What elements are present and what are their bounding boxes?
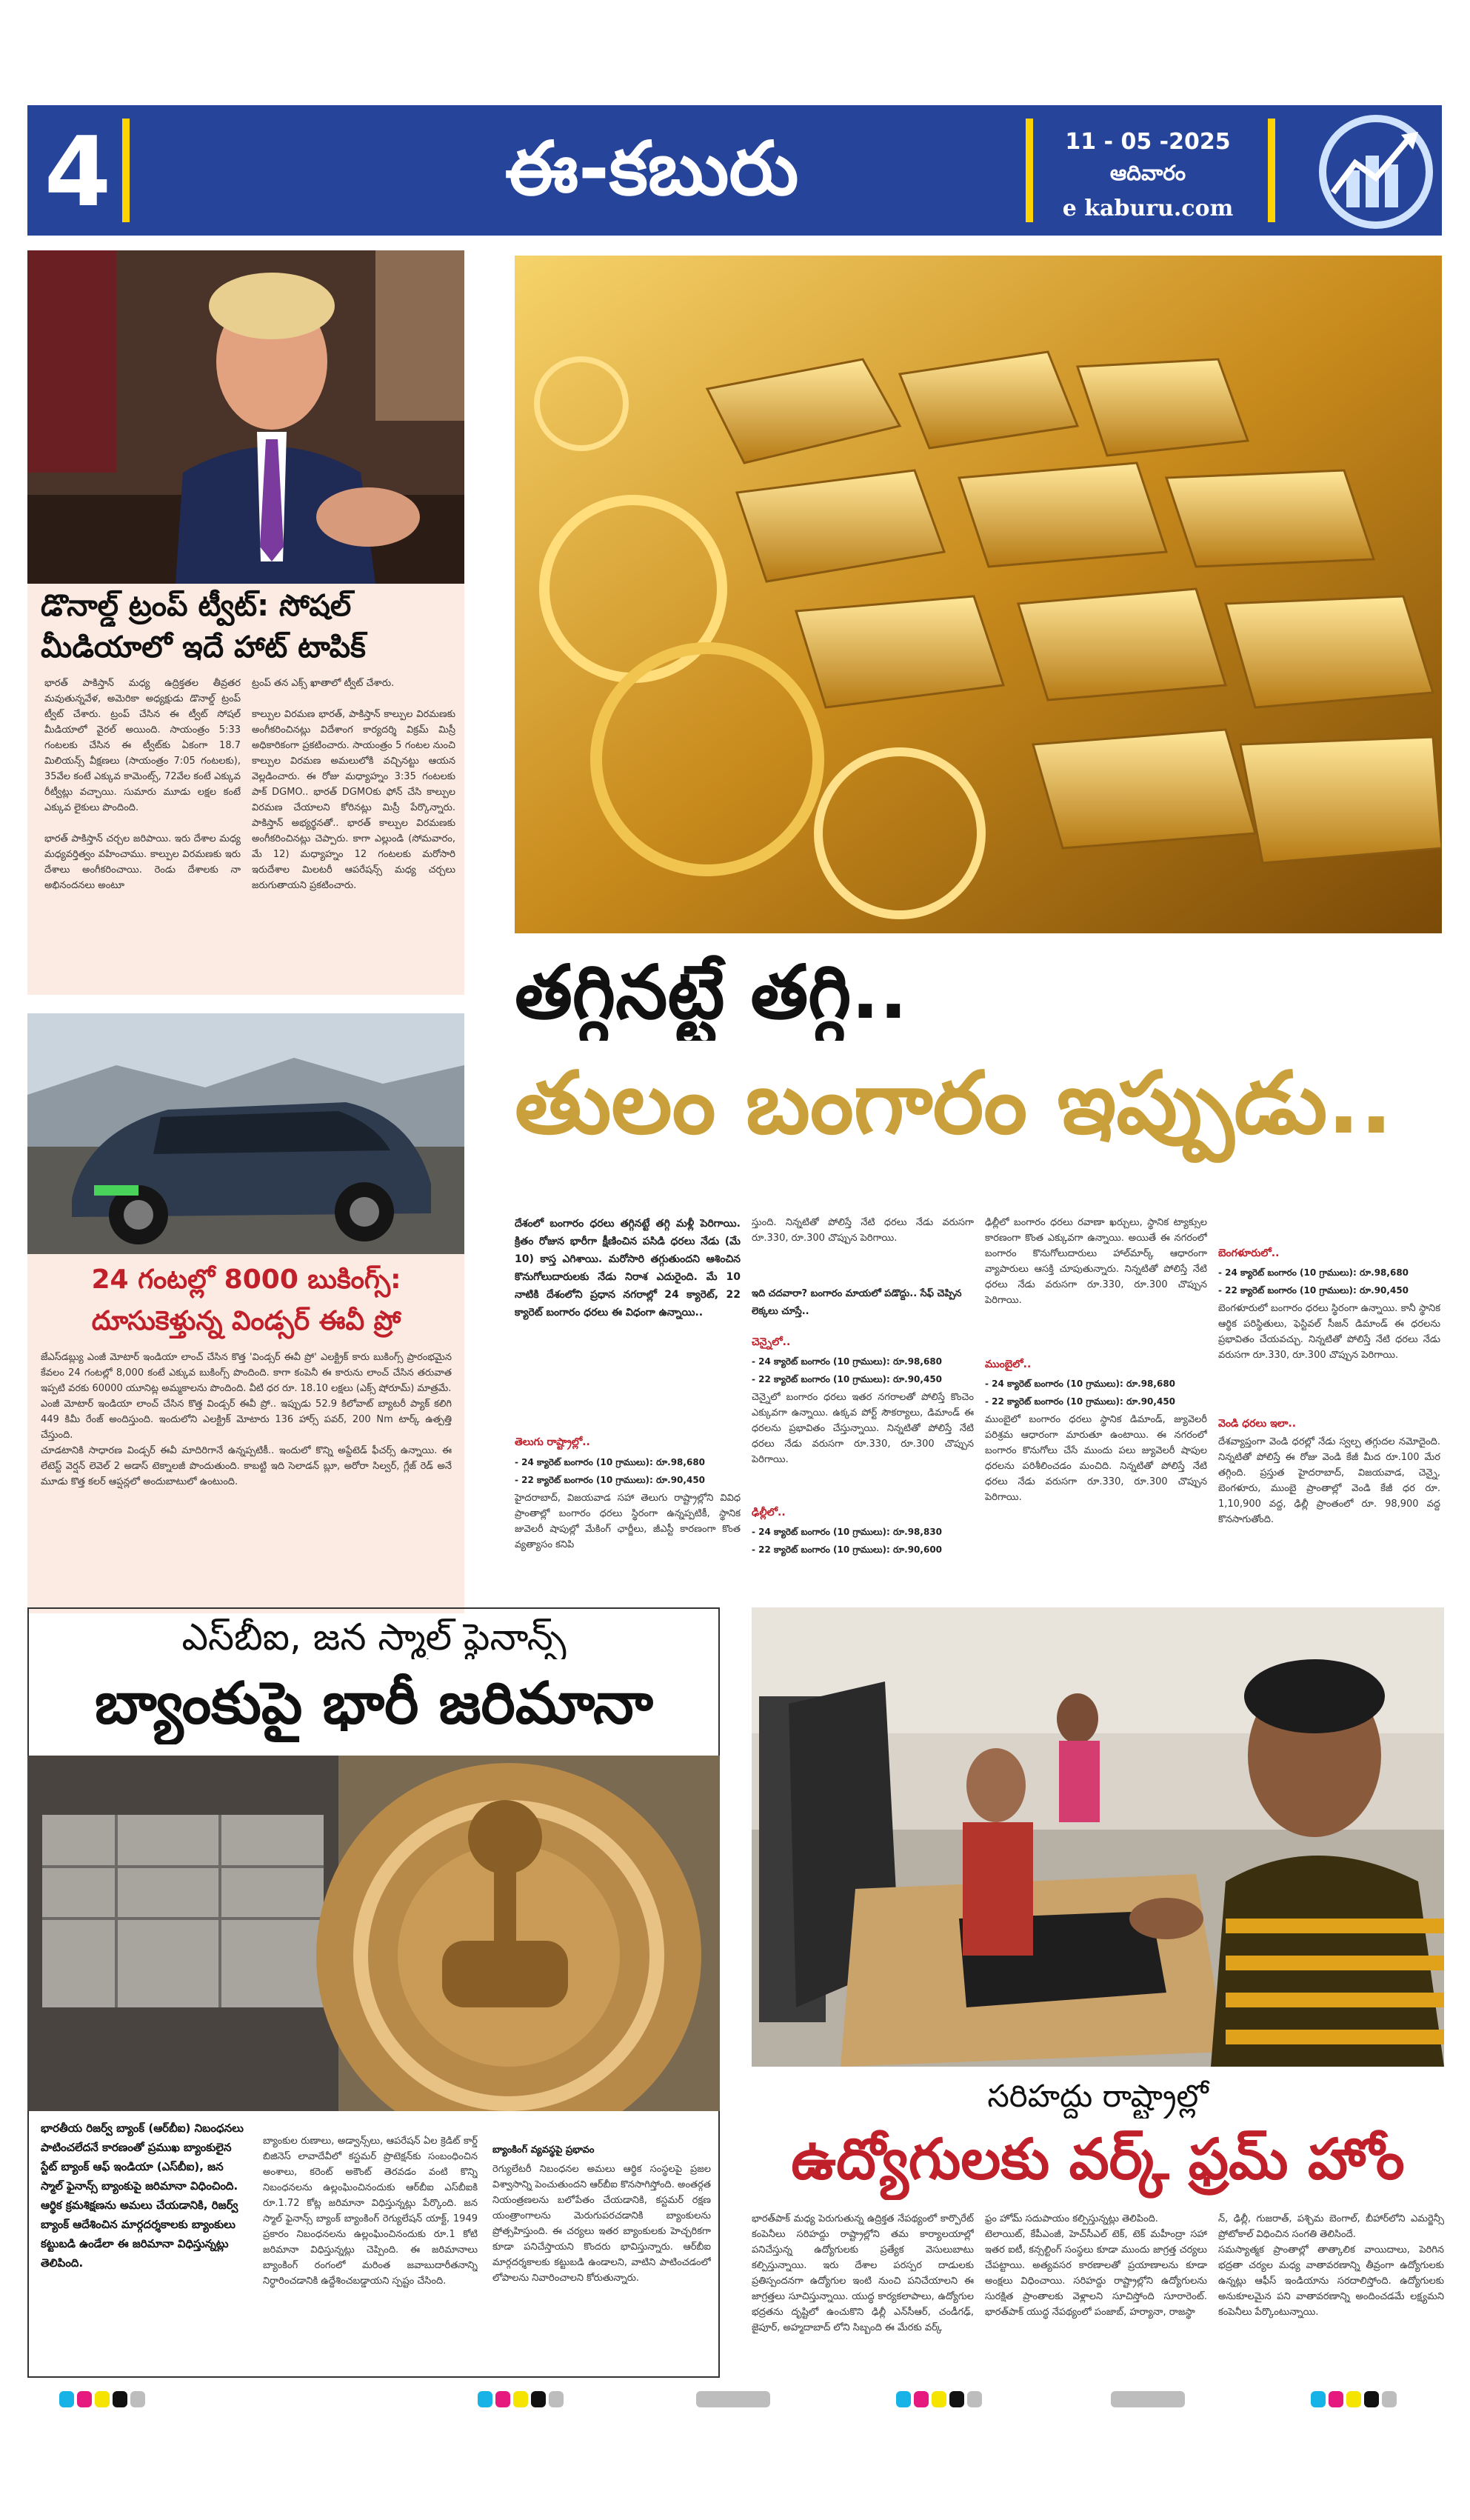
mumbai-label: ముంబైలో.. [985,1359,1032,1370]
magenta-swatch [77,2391,92,2407]
chennai-label: చెన్నైలో.. [752,1336,791,1348]
gray-swatch [967,2391,982,2407]
rbi-col3-heading: బ్యాంకింగ్ వ్యవస్థపై ప్రభావం [492,2144,595,2156]
gold-headline-line1: తగ్గినట్టే తగ్గి.. [515,949,908,1036]
telangana-22k: - 22 క్యారెట్ బంగారం (10 గ్రాములు): రూ.90,450 [515,1475,706,1485]
reserve-bank-of-india-emblem-photo [27,1756,720,2111]
delhi-22k: - 22 క్యారెట్ బంగారం (10 గ్రాములు): రూ.90,600 [752,1544,943,1555]
black-swatch [1364,2391,1379,2407]
print-color-marks-2 [478,2391,581,2407]
rbi-body-col3: రెగ్యులేటరీ నిబంధనల అమలు ఆర్థిక సంస్థలపై ప్రజల విశ్వాసాన్ని పెంచుతుందని ఆర్‌బీఐ కొనసాగిస్తోంది. అంతర్గత నియంత్రణలను బలోపేతం చేయడానికి, కస్టమర్ రక్షణ యంత్రాంగాలను మెరుగుపరచడానికి బ్యాంకులను ప్రోత్సహిస్తుంది. ఈ చర్యలు ఇతర బ్యాంకులకు హెచ్చరికగా కూడా పనిచేస్తాయని కొందరు భావిస్తున్నారు. ఆర్‌బీఐ మార్గదర్శకాలకు కట్టుబడి ఉండాలని, వాటిని పాటించడంలో లోపాలను నివారించాలని కోరుతున్నారు. [492,2164,711,2284]
masthead-divider-left [122,119,130,222]
yellow-swatch [932,2391,946,2407]
yellow-swatch [95,2391,110,2407]
mg-windsor-ev-car-photo [27,1013,464,1254]
work-from-home-man-at-computer-photo [752,1607,1444,2067]
cyan-swatch [478,2391,492,2407]
delhi-label: ఢిల్లీలో.. [752,1507,786,1519]
building-chart-logo-icon [1311,111,1440,230]
delhi-24k: - 24 క్యారెట్ బంగారం (10 గ్రాములు): రూ.98,830 [752,1527,943,1537]
telangana-label: తెలుగు రాష్ట్రాల్లో.. [515,1436,590,1448]
trump-body-col1: భారత్ పాకిస్తాన్ మధ్య ఉద్రిక్తతల తీవ్రతర మవుతున్నవేళ, అమెరికా అధ్యక్షుడు డొనాల్డ్ ట్రంప్ ట్వీట్ చేశారు. ట్రంప్ చేసిన ఈ ట్వీట్ సోషల్ మీడియాలో వైరల్ అయింది. సాయంత్రం 5:33 గంటలకు చేసిన ఈ ట్వీట్‌కు ఏకంగా 18.7 మిలియన్స్ వీక్షణలు (సాయంత్రం 7:05 గంటలకు), 35వేల కంటే ఎక్కువ కామెంట్స్, 72వేల కంటే ఎక్కువ రీట్వీట్లు వచ్చాయి. సుమారు మూడు లక్షల కంటే ఎక్కువ లైకులు పొందింది. భారత్ పాకిస్తాన్ చర్చల జరిపాయి. ఇరు దేశాల మధ్య మధ్యవర్తిత్వం వహించాము. కాల్పుల విరమణకు ఇరు దేశాలు అంగీకరించాయి. రెండు దేశాలకు నా అభినందనలు అంటూ [44,678,241,891]
wfh-body-col1: భారత్‌పాక్ మధ్య పెరుగుతున్న ఉద్రిక్తత నేపథ్యంలో కార్పొరేట్ కంపెనీలు సరిహద్దు రాష్ట్రాల్లోని తమ కార్యాలయాల్లో పనిచేస్తున్న ఉద్యోగులకు ప్రత్యేక వెసులుబాటు కల్పిస్తున్నాయి. ఇరు దేశాల పరస్పర దాడులకు ప్రతిస్పందనగా ఉద్యోగుల ఇంటి నుంచి పనిచేయాలని ఈ జాగ్రత్తలు సూచిస్తున్నాయి. యుద్ధ కార్యకలాపాలు, ఉద్యోగుల భద్రతను దృష్టిలో ఉంచుకొని ఢిల్లీ ఎన్‌సీఆర్, చండీగఢ్, జైపూర్, అహ్మదాబాద్ లోని సిబ్బంది ఈ మేరకు వర్క్ [752,2213,974,2333]
yellow-swatch [1346,2391,1361,2407]
gold-headline-line2: తులం బంగారం ఇప్పుడు.. [515,1053,1393,1153]
masthead-website[interactable]: e kaburu.com [1062,196,1234,221]
gray-swatch [1382,2391,1397,2407]
magenta-swatch [914,2391,929,2407]
chennai-body: చెన్నైలో బంగారం ధరలు ఇతర నగరాలతో పోలిస్తే కొంచెం ఎక్కువగా ఉన్నాయి. ఉక్కవ పోర్ట్ సౌకర్యాలు, డిమాండ్ ఈ ధరలను ప్రభావితం చేస్తున్నాయి. నిన్నటితో పోలిస్తే నేటి ధరలు నేడు వరుసగా రూ.330, రూ.300 చొప్పున పెరిగాయి. [752,1392,974,1465]
gray-swatch [130,2391,145,2407]
masthead-title: ఈ-కబురు [504,125,799,212]
wfh-body-col3: న్, ఢిల్లీ, గుజరాత్, పశ్చిమ బెంగాల్, బీహార్‌లోని ఎమర్జెన్సీ ప్రోటోకాల్ విధించిన సంగతి తెలిసిందే. సమస్యాత్మక ప్రాంతాల్లో తాత్కాలిక వాయిదాలు, పెరిగిన భద్రతా చర్యల మధ్య వాతావరణాన్ని తీవ్రంగా ఉద్యోగులకు ఉన్నట్లు ఆఫీస్ ఇండియాను సరదాలిస్తోంది. ఉద్యోగులకు అనుకూలమైన పని వాతావరణాన్ని అందించడమే లక్ష్యమని కంపెనీలు పేర్కొంటున్నాయి. [1218,2213,1444,2318]
silver-label: వెండి ధరలు ఇలా.. [1218,1418,1297,1430]
black-swatch [949,2391,964,2407]
windsor-body: జేఎస్‌డబ్ల్యు ఎంజీ మోటార్ ఇండియా లాంచ్ చేసిన కొత్త 'విండ్సర్ ఈవీ ప్రో' ఎలక్ట్రిక్ కారు బుకింగ్స్ ప్రారంభమైన కేవలం 24 గంటల్లో 8,000 కంటే ఎక్కువ బుకింగ్స్ పొందింది. కాగా కంపెనీ ఈ కారును లాంచ్ చేసిన తరువాత ఇప్పటి వరకు 60000 యూనిట్ల అమ్మకాలను పొందింది. వీటి ధర రూ. 18.10 లక్షలు (ఎక్స్ షోరూమ్) మాత్రమే. ఎంజీ మోటార్ ఇండియా లాంచ్ చేసిన కొత్త విండ్సర్ ఈవీ ప్రో.. ఇప్పుడు 52.9 కిలోవాట్ బ్యాటరీ ప్యాక్ కలిగి 449 కిమీ రేంజ్ అందిస్తుంది. ఇందులోని ఎలక్ట్రిక్ మోటారు 136 హార్స్ పవర్, 200 Nm టార్క్ ఉత్పత్తి చేస్తుంది. చూడటానికి సాధారణ విండ్సర్ ఈవీ మాదిరిగానే ఉన్నప్పటికీ.. ఇందులో కొన్ని అప్డేటెడ్ ఫీచర్స్ ఉన్నాయి. ఈ లేటెస్ట్ వెర్షన్ లెవెల్ 2 అడాస్ టెక్నాలజీ పొందుతుంది. కాబట్టి ఇది సెలాడన్ బ్లూ, అరోరా సిల్వర్, గ్లేజ్ రెడ్ అనే మూడు కొత్త కలర్ ఆప్షన్లలో అందుబాటులో ఉంటుంది. [41,1352,452,1487]
cyan-swatch [59,2391,74,2407]
print-color-marks-1 [59,2391,163,2407]
chennai-24k: - 24 క్యారెట్ బంగారం (10 గ్రాములు): రూ.98,680 [752,1356,943,1367]
print-gray-bar-1 [696,2391,770,2407]
masthead-weekday: ఆదివారం [1109,161,1186,185]
telangana-body: హైదరాబాద్, విజయవాడ సహా తెలుగు రాష్ట్రాల్లోని వివిధ ప్రాంతాల్లో బంగారం ధరలు స్థిరంగా ఉన్నప్పటికీ, స్థానిక జువెలరీ షాపుల్లో మేకింగ్ ఛార్జీలు, జీఎస్టీ కారణంగా కొంత వ్యత్యాసం కనిపి [515,1493,741,1550]
mumbai-24k: - 24 క్యారెట్ బంగారం (10 గ్రాములు): రూ.98,680 [985,1379,1176,1389]
cyan-swatch [1311,2391,1326,2407]
magenta-swatch [495,2391,510,2407]
black-swatch [113,2391,127,2407]
masthead-date: 11 - 05 -2025 [1065,129,1231,155]
rbi-lead: భారతీయ రిజర్వ్ బ్యాంక్ (ఆర్‌బీఐ) నిబంధనలు పాటించలేదనే కారణంతో ప్రముఖ బ్యాంకులైన స్టేట్ బ్యాంక్ ఆఫ్ ఇండియా (ఎస్‌బీఐ), జన స్మాల్ ఫైనాన్స్ బ్యాంకుపై జరిమానా విధించింది. ఆర్థిక క్రమశిక్షణను అమలు చేయడానికి, రిజర్వ్ బ్యాంక్ ఆదేశించిన మార్గదర్శకాలకు బ్యాంకులు కట్టుబడి ఉండేలా ఈ జరిమానా విధిస్తున్నట్లు తెలిపింది. [41,2121,244,2270]
rbi-body-col2: బ్యాంకుల రుణాలు, అడ్వాన్స్‌లు, ఆపరేషన్ ఏల క్రెడిట్ కార్డ్ బిజినెస్ లావాదేవీలో కస్టమర్ ప్రొటెక్షన్‌కు సంబంధించిన అంశాలు, కరెంట్ అకౌంట్ తెరవడం వంటి కొన్ని నిబంధనలను ఉల్లంఘించినందుకు ఆర్‌బీఐ ఎస్‌బీఐకి రూ.1.72 కోట్ల జరిమానా విధిస్తున్నట్లు పేర్కొంది. జన స్మాల్ ఫైనాన్స్ బ్యాంక్ బ్యాంకింగ్ రెగ్యులేషన్ యాక్ట్, 1949 ప్రకారం నిబంధనలను ఉల్లంఘించినందుకు రూ.1 కోటి జరిమానా విధిస్తున్నట్లు చెప్పింది. ఈ జరిమానాలు బ్యాంకింగ్ రంగంలో మరింత జవాబుదారీతనాన్ని నిర్ధారించడానికి ఉద్దేశించబడ్డాయని స్పష్టం చేసింది. [263,2136,478,2287]
mumbai-22k: - 22 క్యారెట్ బంగారం (10 గ్రాములు): రూ.90,450 [985,1396,1176,1407]
rbi-kicker: ఎస్‌బీఐ, జన స్మాల్ ఫైనాన్స్ [181,1616,567,1659]
also-read-link[interactable]: ఇది చదవారా? బంగారం మాయలో పడొద్దు.. సేఫ్ చెప్పిన లెక్కలు చూస్తే.. [752,1288,962,1317]
print-color-marks-4 [1311,2391,1414,2407]
gold-col2-top: స్తుంది. నిన్నటితో పోలిస్తే నేటి ధరలు నేడు వరుసగా రూ.330, రూ.300 చొప్పున పెరిగాయి. [752,1217,974,1244]
magenta-swatch [1329,2391,1343,2407]
black-swatch [531,2391,546,2407]
gold-col3-top: ఢిల్లీలో బంగారం ధరలు రవాణా ఖర్చులు, స్థానిక ట్యాక్సుల కారణంగా కొంత ఎక్కువగా ఉన్నాయి. అయితే ఈ నగరంలో బంగారం కొనుగోలుదారులు హాల్‌మార్క్ ఆధారంగా వ్యాపారులు ఆసక్తి చూపుతున్నారు. నిన్నటితో పోలిస్తే నేటి ధరలు నేడు వరుసగా రూ.330, రూ.300 చొప్పున పెరిగాయి. [985,1217,1207,1306]
wfh-kicker: సరిహద్దు రాష్ట్రాల్లో [987,2078,1209,2114]
gold-col1-intro: దేశంలో బంగారం ధరలు తగ్గినట్టే తగ్గి మళ్లీ పెరిగాయి. క్రితం రోజున భారీగా క్షీణించిన పసిడి ధరలు నేడు (మే 10) కాస్త ఎగిశాయి. మరోసారి తగ్గుతుందని ఆశించిన కొనుగోలుదారులకు నేడు నిరాశ ఎదురైంది. మే 10 నాటికి దేశంలోని ప్రధాన నగరాల్లో 24 క్యారెట్, 22 క్యారెట్ బంగారం ధరలు ఈ విధంగా ఉన్నాయి.. [515,1218,741,1319]
bengaluru-24k: - 24 క్యారెట్ బంగారం (10 గ్రాములు): రూ.98,680 [1218,1267,1409,1278]
chennai-22k: - 22 క్యారెట్ బంగారం (10 గ్రాములు): రూ.90,450 [752,1374,943,1384]
print-color-marks-3 [896,2391,1000,2407]
trump-body-col2: ట్రంప్ తన ఎక్స్ ఖాతాలో ట్వీట్ చేశారు. కాల్పుల విరమణ భారత్, పాకిస్తాన్ కాల్పుల విరమణకు అంగీకరించినట్లు విదేశాంగ కార్యదర్శి విక్రమ్ మిస్రీ అధికారికంగా ప్రకటించారు. సాయంత్రం 5 గంటల నుంచి కాల్పుల విరమణ అమలులోకి వచ్చినట్టు ఆయన వెల్లడించారు. ఈ రోజు మధ్యాహ్నం 3:35 గంటలకు పాక్ DGMO.. భారత్ DGMOకు ఫోన్ చేసి కాల్పుల విరమణ చేయాలని కోరినట్లు మిస్రీ పేర్కొన్నారు. పాకిస్తాన్ అభ్యర్థనతో.. భారత్ కాల్పుల విరమణకు అంగీకరించినట్లు చెప్పారు. కాగా ఎల్లుండి (సోమవారం, మే 12) మధ్యాహ్నం 12 గంటలకు మరోసారి ఇరుదేశాల మిలటరీ ఆపరేషన్స్ మధ్య చర్చలు జరుగుతాయని ప్రకటించారు. [252,678,455,891]
wfh-body-col2: ఫ్రం హోమ్ సదుపాయం కల్పిస్తున్నట్లు తెలిపింది. టెలాయిట్, కేపీఎంజీ, హెచ్‌సీఎల్ టెక్, టెక్ మహీంద్రా సహా ఇతర ఐటీ, కన్సల్టింగ్ సంస్థలు కూడా ముందు జాగ్రత్త చర్యలు చేపట్టాయి. అత్యవసర కారణాలతో ప్రయాణాలను కూడా అంక్షలు విధించాయి. సరిహద్దు రాష్ట్రాల్లోని ఉద్యోగులను సురక్షిత ప్రాంతాలకు వెళ్లాలని సూచిస్తోంది సూరారెంట్. భారత్‌పాక్ యుద్ధ నేపథ్యంలో పంజాబ్, హర్యానా, రాజస్థా [985,2213,1207,2318]
page-number: 4 [44,116,112,228]
telangana-24k: - 24 క్యారెట్ బంగారం (10 గ్రాములు): రూ.98,680 [515,1457,706,1467]
bengaluru-22k: - 22 క్యారెట్ బంగారం (10 గ్రాములు): రూ.90,450 [1218,1285,1409,1296]
trump-headline-line2: మీడియాలో ఇదే హాట్ టాపిక్ [41,630,366,664]
mumbai-body: ముంబైలో బంగారం ధరలు స్థానిక డిమాండ్, జ్యువెలరీ పరిశ్రమ ఆధారంగా మారుతూ ఉంటాయి. ఈ నగరంలో బంగారం కొనుగోలు చేసే ముందు పలు జ్యువెలరీ షాపుల ధరలను పరిశీలించడం మంచిది. నిన్నటితో పోలిస్తే నేటి ధరలు నేడు వరుసగా రూ.330, రూ.300 చొప్పున పెరిగాయి. [985,1414,1207,1503]
masthead-divider-mid [1026,119,1033,222]
yellow-swatch [513,2391,528,2407]
rbi-headline: బ్యాంకుపై భారీ జరిమానా [95,1670,653,1737]
masthead-divider-right [1268,119,1275,222]
bengaluru-label: బెంగళూరులో.. [1218,1247,1280,1259]
bengaluru-body: బెంగళూరులో బంగారం ధరలు స్థిరంగా ఉన్నాయి. కానీ స్థానిక ఆర్థిక పరిస్థితులు, ఫెస్టివల్ సీజన్ డిమాండ్ ఈ ధరలను ప్రభావితం చేయవచ్చు. నిన్నటితో పోలిస్తే నేటి ధరలు నేడు వరుసగా రూ.330, రూ.300 చొప్పున పెరిగాయి. [1218,1303,1440,1361]
trump-headline-line1: డొనాల్డ్ ట్రంప్ ట్వీట్: సోషల్ [41,589,352,623]
gray-swatch [549,2391,564,2407]
cyan-swatch [896,2391,911,2407]
silver-body: దేశవ్యాప్తంగా వెండి ధరల్లో నేడు స్వల్ప తగ్గుదల నమోదైంది. నిన్నటితో పోలిస్తే ఈ రోజు వెండి కేజీ మీద రూ.100 మేర తగ్గింది. ప్రస్తుత హైదరాబాద్, విజయవాడ, చెన్నై, బెంగళూరు, ముంబై ప్రాంతాల్లో వెండి కేజీ ధర రూ. 1,10,900 వద్ద, ఢిల్లీ ప్రాంతంలో రూ. 98,900 వద్ద కొనసాగుతోంది. [1218,1436,1440,1525]
trump-photo [27,250,464,584]
gold-bars-jewellery-photo [515,256,1442,933]
windsor-headline-line2: దూసుకెళ్తున్న విండ్సర్ ఈవీ ప్రో [91,1306,401,1336]
print-gray-bar-2 [1111,2391,1185,2407]
wfh-headline: ఉద్యోగులకు వర్క్ ఫ్రమ్ హోం [791,2126,1405,2192]
windsor-headline-line1: 24 గంటల్లో 8000 బుకింగ్స్: [91,1264,401,1295]
